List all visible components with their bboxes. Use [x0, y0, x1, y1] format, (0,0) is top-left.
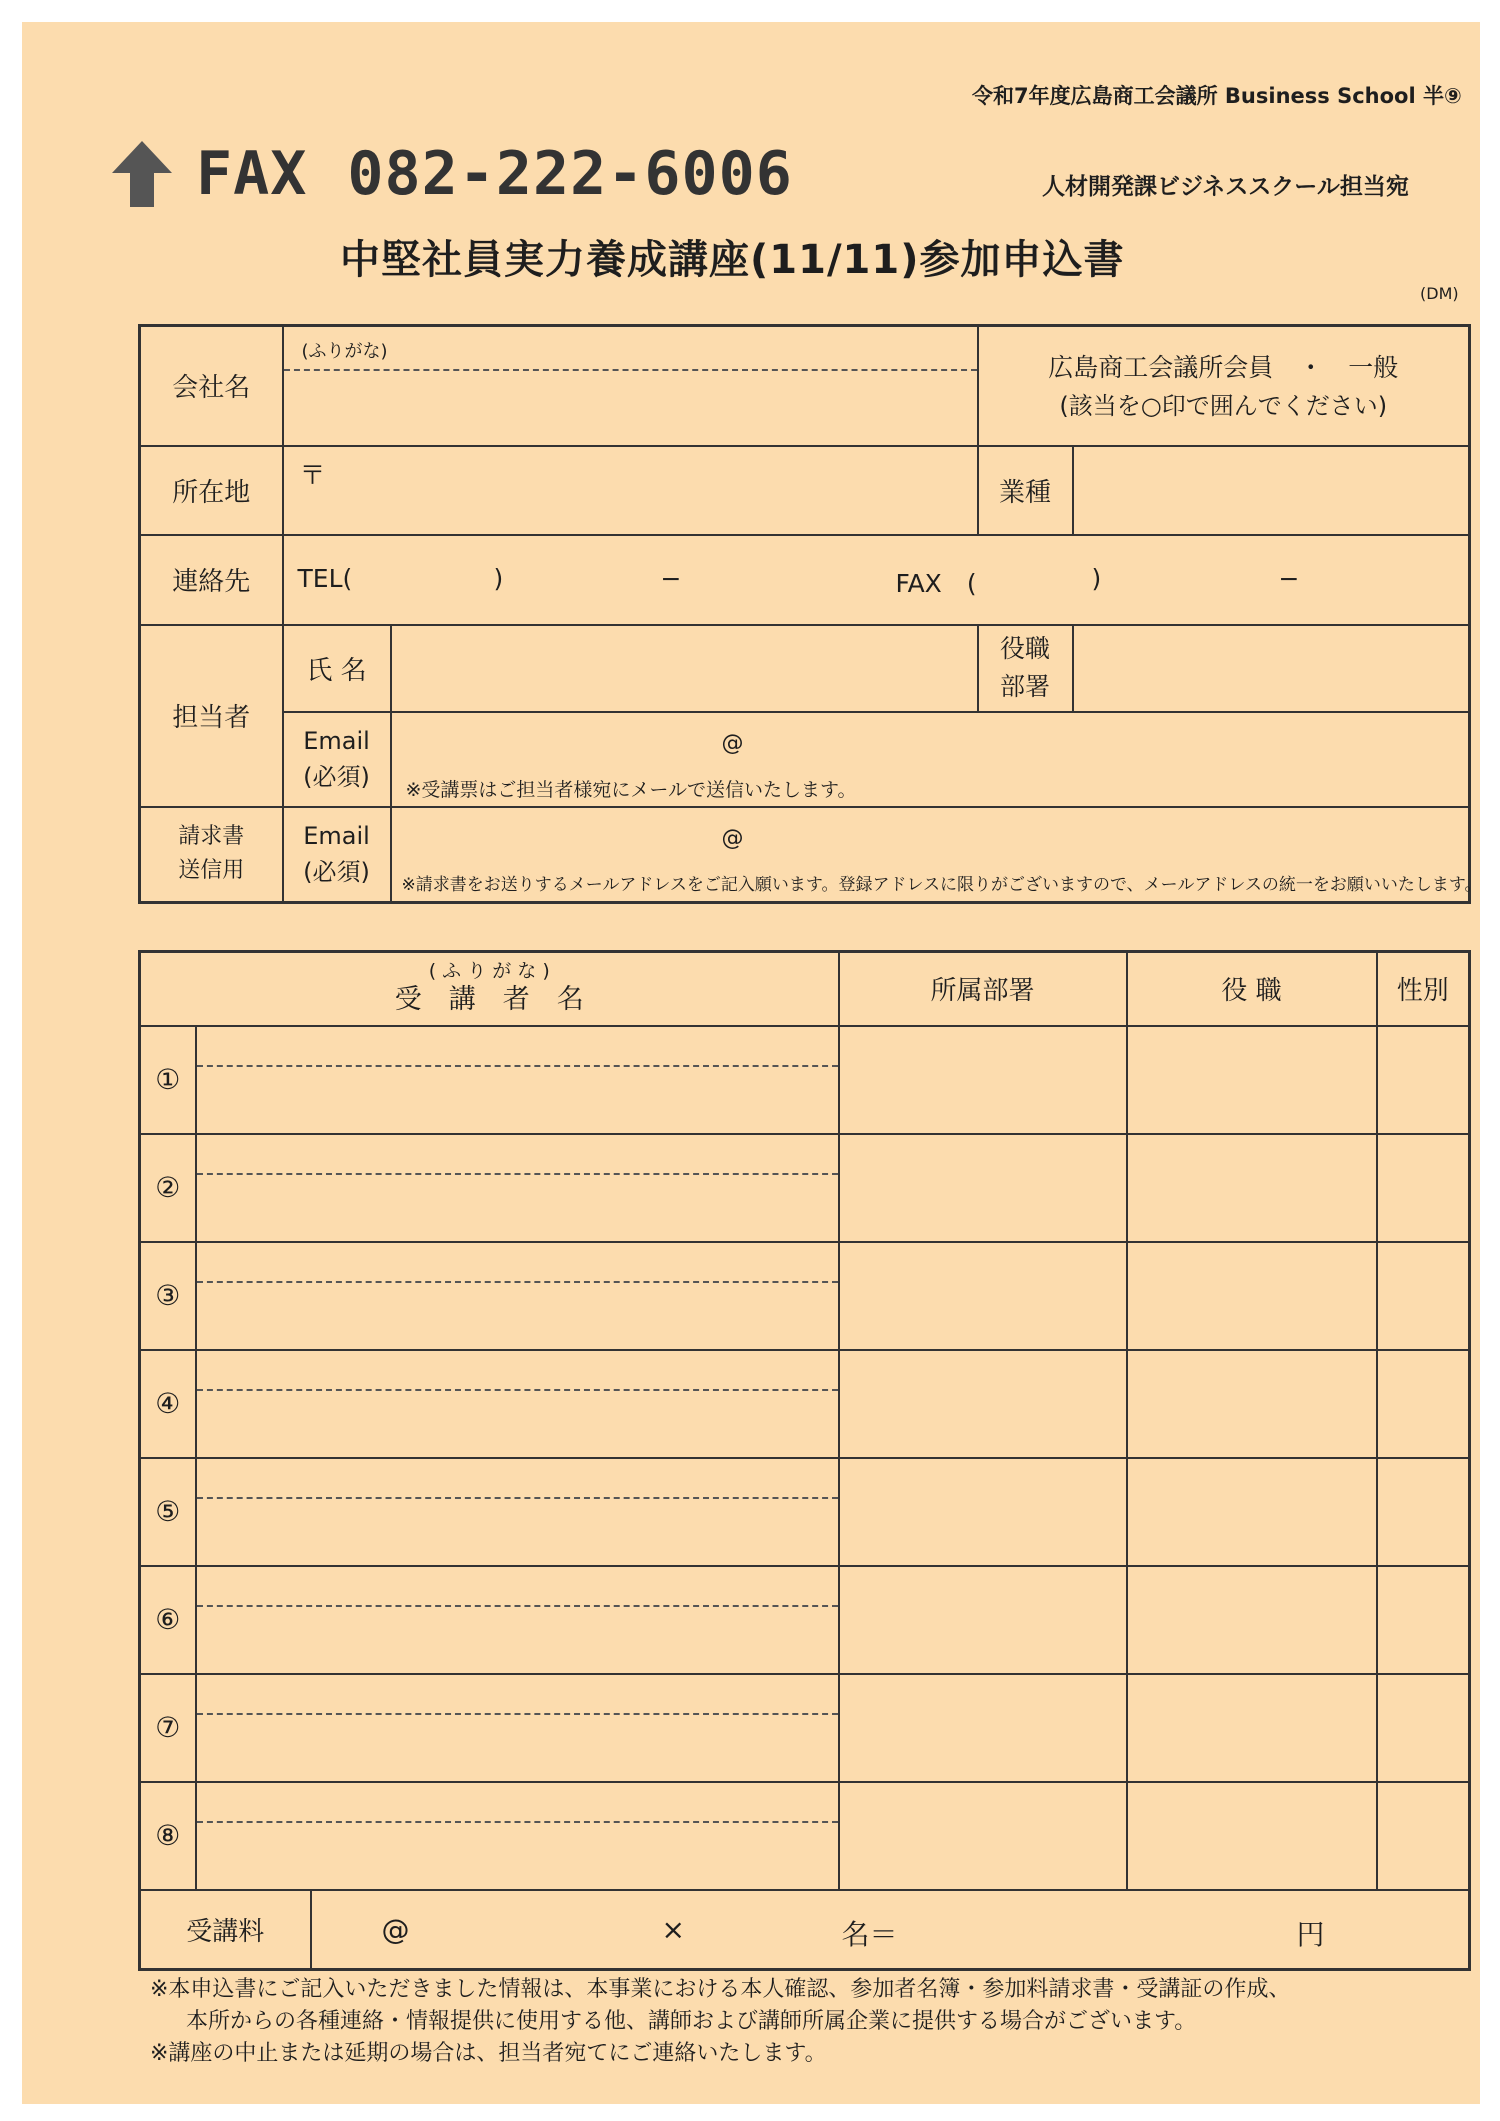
invoice-label	[140, 807, 283, 903]
postal-mark: 〒	[299, 460, 326, 491]
invoice-at-mark: @	[721, 825, 744, 851]
email-note: ※受講票はご担当者様宛にメールで送信いたします。	[405, 778, 857, 801]
fee-times: ×	[661, 1912, 685, 1946]
row-number: ⑤	[140, 1458, 196, 1566]
membership-options[interactable]: 広島商工会議所会員 ・ 一般	[1048, 352, 1399, 382]
attention-line: 人材開発課ビジネススクール担当宛	[1042, 174, 1409, 200]
note-line-3: ※講座の中止または延期の場合は、担当者宛てにご連絡いたします。	[150, 2041, 827, 2066]
industry-label: 業種	[978, 446, 1073, 535]
person-label: 担当者	[140, 625, 283, 807]
furigana-divider	[197, 1281, 838, 1283]
company-form	[138, 324, 1482, 904]
participant-gender-field[interactable]	[1377, 1026, 1470, 1134]
gender-header: 性別	[1377, 952, 1470, 1026]
email-label	[283, 712, 391, 807]
row-number: ⑥	[140, 1566, 196, 1674]
participant-dept-field[interactable]	[839, 1242, 1127, 1350]
participant-dept-field[interactable]	[839, 1782, 1127, 1890]
furigana-divider	[197, 1497, 838, 1499]
row-number: ②	[140, 1134, 196, 1242]
fee-people: 名＝	[841, 1917, 898, 1951]
note-line-1: ※本申込書にご記入いただきました情報は、本事業における本人確認、参加者名簿・参加料請求書・受講証の作成、	[150, 1977, 1291, 2002]
person-name-field[interactable]	[391, 625, 978, 712]
note-line-2: 本所からの各種連絡・情報提供に使用する他、講師および講師所属企業に提供する場合がございます。	[186, 2009, 1197, 2034]
position-label-line1: 役職	[999, 634, 1050, 663]
row-number: ①	[140, 1026, 196, 1134]
industry-field[interactable]	[1073, 446, 1470, 535]
participant-dept-field[interactable]	[839, 1134, 1127, 1242]
participant-dept-field[interactable]	[839, 1566, 1127, 1674]
furigana-divider	[197, 1389, 838, 1391]
row-number: ③	[140, 1242, 196, 1350]
fee-label: 受講料	[140, 1890, 311, 1970]
participant-position-field[interactable]	[1127, 1242, 1377, 1350]
tel-close-paren: )	[493, 563, 504, 593]
application-form-page	[22, 22, 1480, 2104]
participant-dept-field[interactable]	[839, 1026, 1127, 1134]
fax-field-label: FAX (	[895, 568, 977, 598]
position-field[interactable]	[1073, 625, 1470, 712]
furigana-header: ( ふ り が な )	[428, 959, 550, 982]
company-label: 会社名	[140, 326, 283, 446]
participant-name-field[interactable]	[196, 1242, 839, 1350]
invoice-email-label-text: Email	[303, 822, 370, 851]
participant-gender-field[interactable]	[1377, 1782, 1470, 1890]
page-title: 中堅社員実力養成講座(11/11)参加申込書	[340, 237, 1125, 283]
participant-dept-field[interactable]	[839, 1674, 1127, 1782]
fee-at-mark: @	[381, 1912, 410, 1946]
invoice-label-line1: 請求書	[178, 824, 245, 850]
participant-position-field[interactable]	[1127, 1458, 1377, 1566]
fax-dash: −	[1278, 563, 1300, 593]
dm-mark: (DM)	[1420, 284, 1459, 303]
name-header: 受 講 者 名	[394, 983, 584, 1015]
contact-field[interactable]	[283, 535, 1470, 625]
contact-label: 連絡先	[140, 535, 283, 625]
participant-name-field[interactable]	[196, 1026, 839, 1134]
participant-name-field[interactable]	[196, 1674, 839, 1782]
participant-row	[140, 1134, 1470, 1242]
participant-name-field[interactable]	[196, 1134, 839, 1242]
participant-gender-field[interactable]	[1377, 1350, 1470, 1458]
participant-position-field[interactable]	[1127, 1350, 1377, 1458]
participant-position-field[interactable]	[1127, 1674, 1377, 1782]
furigana-divider	[284, 369, 977, 371]
furigana-divider	[197, 1173, 838, 1175]
membership-note: (該当を○印で囲んでください)	[1059, 391, 1388, 420]
fee-yen: 円	[1296, 1917, 1325, 1951]
invoice-email-field[interactable]	[391, 807, 1482, 903]
position-label	[978, 625, 1073, 712]
participant-gender-field[interactable]	[1377, 1134, 1470, 1242]
fax-close-paren: )	[1091, 563, 1102, 593]
email-field[interactable]	[391, 712, 1470, 807]
participant-position-field[interactable]	[1127, 1134, 1377, 1242]
participant-gender-field[interactable]	[1377, 1242, 1470, 1350]
footer-notes	[150, 1974, 1290, 2070]
fee-field[interactable]	[311, 1890, 1470, 1970]
row-number: ⑦	[140, 1674, 196, 1782]
email-at-mark: @	[721, 730, 744, 756]
participant-name-field[interactable]	[196, 1782, 839, 1890]
position-header: 役 職	[1127, 952, 1377, 1026]
fax-label: FAX	[196, 139, 308, 209]
participant-position-field[interactable]	[1127, 1782, 1377, 1890]
participant-gender-field[interactable]	[1377, 1674, 1470, 1782]
dept-header: 所属部署	[839, 952, 1127, 1026]
participant-row	[140, 1782, 1470, 1890]
participants-table	[138, 950, 1471, 1971]
invoice-label-line2: 送信用	[178, 858, 245, 884]
participant-row	[140, 1458, 1470, 1566]
furigana-divider	[197, 1713, 838, 1715]
invoice-email-label	[283, 807, 391, 903]
email-label-text: Email	[303, 727, 370, 755]
participant-row	[140, 1566, 1470, 1674]
address-label: 所在地	[140, 446, 283, 535]
participant-row	[140, 1350, 1470, 1458]
participant-dept-field[interactable]	[839, 1350, 1127, 1458]
participant-row	[140, 1026, 1470, 1134]
membership-cell[interactable]	[978, 326, 1470, 446]
participant-name-field[interactable]	[196, 1566, 839, 1674]
invoice-note: ※請求書をお送りするメールアドレスをご記入願います。登録アドレスに限りがございますので、メールアドレスの統一をお願いいたします。	[401, 874, 1482, 895]
furigana-divider	[197, 1605, 838, 1607]
person-name-label: 氏 名	[283, 625, 391, 712]
up-arrow-icon	[110, 139, 174, 209]
participant-name-field[interactable]	[196, 1350, 839, 1458]
fax-number: 082-222-6006	[347, 139, 793, 209]
participant-position-field[interactable]	[1127, 1566, 1377, 1674]
position-label-line2: 部署	[999, 672, 1050, 701]
participant-name-header	[140, 952, 839, 1026]
header-reference: 令和7年度広島商工会議所 Business School 半⑨	[972, 84, 1462, 108]
furigana-divider	[197, 1065, 838, 1067]
participant-dept-field[interactable]	[839, 1458, 1127, 1566]
furigana-divider	[197, 1821, 838, 1823]
participant-position-field[interactable]	[1127, 1026, 1377, 1134]
tel-dash: −	[660, 563, 682, 593]
row-number: ⑧	[140, 1782, 196, 1890]
fax-line	[110, 134, 793, 214]
participant-name-field[interactable]	[196, 1458, 839, 1566]
furigana-caption: (ふりがな)	[301, 341, 388, 362]
participant-row	[140, 1674, 1470, 1782]
email-required-text: (必須)	[303, 763, 370, 791]
row-number: ④	[140, 1350, 196, 1458]
participant-gender-field[interactable]	[1377, 1566, 1470, 1674]
company-name-field[interactable]	[283, 326, 978, 446]
participant-row	[140, 1242, 1470, 1350]
participant-gender-field[interactable]	[1377, 1458, 1470, 1566]
address-field[interactable]	[283, 446, 978, 535]
invoice-email-required-text: (必須)	[303, 858, 370, 887]
tel-label: TEL(	[297, 563, 353, 593]
